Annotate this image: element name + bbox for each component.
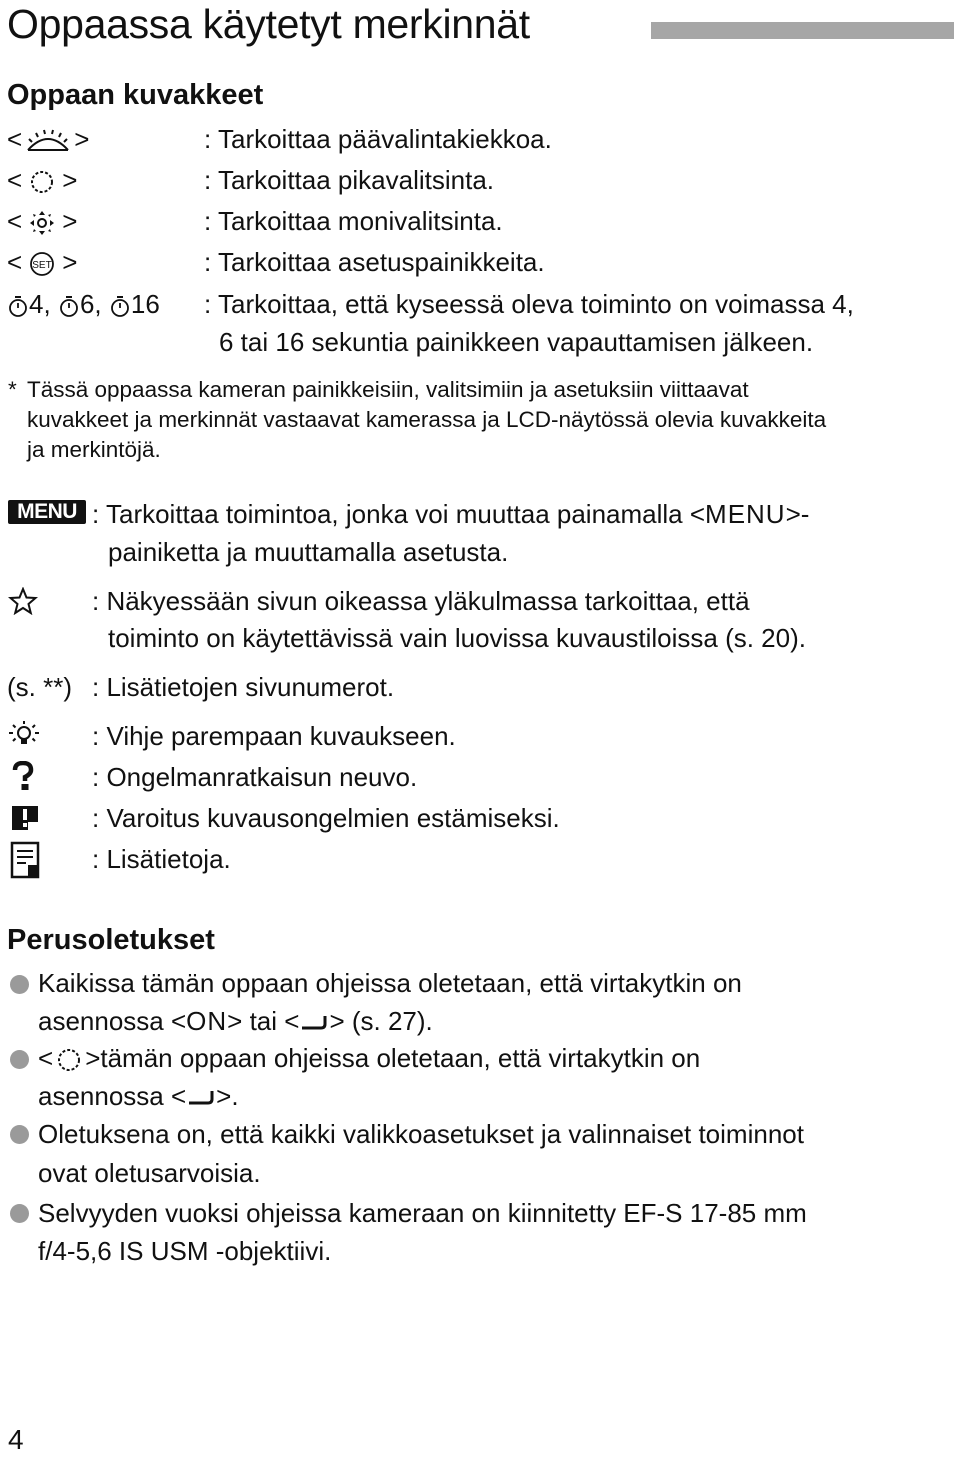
timer-description-line2: 6 tai 16 sekuntia painikkeen vapauttamisen jälkeen.: [219, 327, 814, 357]
assumption-1-line2: asennossa <ON> tai < > (s. 27).: [38, 1006, 433, 1036]
assumption-4-line2: f/4-5,6 IS USM -objektiivi.: [38, 1236, 332, 1266]
page-ref-label: (s. **): [7, 672, 72, 702]
memo-icon: [10, 841, 42, 886]
timer-icon: [58, 293, 80, 319]
quick-control-dial-icon: [53, 1047, 85, 1073]
tip-description: : Vihje parempaan kuvaukseen.: [92, 721, 456, 751]
question-icon: [10, 761, 36, 796]
icons-section-heading: Oppaan kuvakkeet: [7, 79, 264, 111]
main-dial-icon: [22, 128, 74, 154]
menu-description-line2: painiketta ja muuttamalla asetusta.: [108, 537, 509, 567]
bullet-icon: [10, 975, 29, 994]
timer-label-4: 4: [29, 289, 44, 319]
multi-controller-description: : Tarkoittaa monivalitsinta.: [204, 206, 503, 236]
star-description-line2: toiminto on käytettävissä vain luovissa kuvaustiloissa (s. 20).: [108, 623, 806, 653]
quick-control-dial-description: : Tarkoittaa pikavalitsinta.: [204, 165, 494, 195]
note-asterisk: *: [8, 377, 17, 402]
menu-description-line1: : Tarkoittaa toimintoa, jonka voi muuttaa painamalla <MENU>-: [92, 499, 810, 529]
bullet-icon: [10, 1204, 29, 1223]
assumption-3-line2: ovat oletusarvoisia.: [38, 1158, 261, 1188]
assumption-3-line1: Oletuksena on, että kaikki valikkoasetukset ja valinnaiset toiminnot: [38, 1119, 804, 1149]
star-icon: [8, 587, 38, 620]
svg-text:SET: SET: [32, 260, 52, 272]
assumption-2-line1: < >tämän oppaan ohjeissa oletetaan, että virtakytkin on: [38, 1043, 701, 1073]
assumption-4-line1: Selvyyden vuoksi ohjeissa kameraan on kiinnitetty EF-S 17-85 mm: [38, 1198, 807, 1228]
timer-icon: [109, 293, 131, 319]
set-button-symbol: < SET >: [7, 247, 78, 277]
page-ref-description: : Lisätietojen sivunumerot.: [92, 672, 395, 702]
info-description: : Lisätietoja.: [92, 844, 231, 874]
on-position-label: ON: [186, 1006, 228, 1036]
assumptions-heading: Perusoletukset: [7, 924, 215, 956]
page-number: 4: [8, 1424, 24, 1455]
star-description-line1: : Näkyessään sivun oikeassa yläkulmassa tarkoittaa, että: [92, 586, 750, 616]
caution-description: : Varoitus kuvausongelmien estämiseksi.: [92, 803, 560, 833]
warning-icon: [8, 802, 42, 837]
assumption-1-line1: Kaikissa tämän oppaan ohjeissa oletetaan, että virtakytkin on: [38, 968, 742, 998]
lock-position-icon: [186, 1087, 216, 1109]
multi-controller-icon: [22, 210, 62, 236]
timer-label-16: 16: [130, 289, 160, 319]
page-title: Oppaassa käytetyt merkinnät: [7, 1, 530, 47]
quick-control-dial-icon: [22, 169, 62, 195]
trouble-description: : Ongelmanratkaisun neuvo.: [92, 762, 418, 792]
set-button-description: : Tarkoittaa asetuspainikkeita.: [204, 247, 545, 277]
title-bar-decoration: [651, 22, 954, 39]
set-button-icon: [22, 251, 62, 277]
main-dial-description: : Tarkoittaa päävalintakiekkoa.: [204, 124, 552, 154]
timer-icon: [7, 293, 29, 319]
timer-symbols: 4, 6, 16: [7, 287, 160, 321]
bullet-icon: [10, 1050, 29, 1069]
assumption-2-line2: asennossa < >.: [38, 1081, 239, 1111]
bullet-icon: [10, 1125, 29, 1144]
multi-controller-symbol: < >: [7, 206, 78, 236]
lock-position-icon: [299, 1012, 329, 1034]
note-line3: ja merkintöjä.: [27, 437, 161, 462]
note-line2: kuvakkeet ja merkinnät vastaavat kamerassa ja LCD-näytössä olevia kuvakkeita: [27, 407, 827, 432]
menu-badge-icon: MENU: [8, 500, 86, 524]
note-line1: Tässä oppaassa kameran painikkeisiin, valitsimiin ja asetuksiin viittaavat: [27, 377, 749, 402]
main-dial-symbol: < >: [7, 124, 90, 154]
timer-description-line1: : Tarkoittaa, että kyseessä oleva toiminto on voimassa 4,: [204, 289, 854, 319]
lightbulb-icon: [6, 720, 42, 755]
quick-control-dial-symbol: < >: [7, 165, 78, 195]
timer-label-6: 6: [79, 289, 95, 319]
